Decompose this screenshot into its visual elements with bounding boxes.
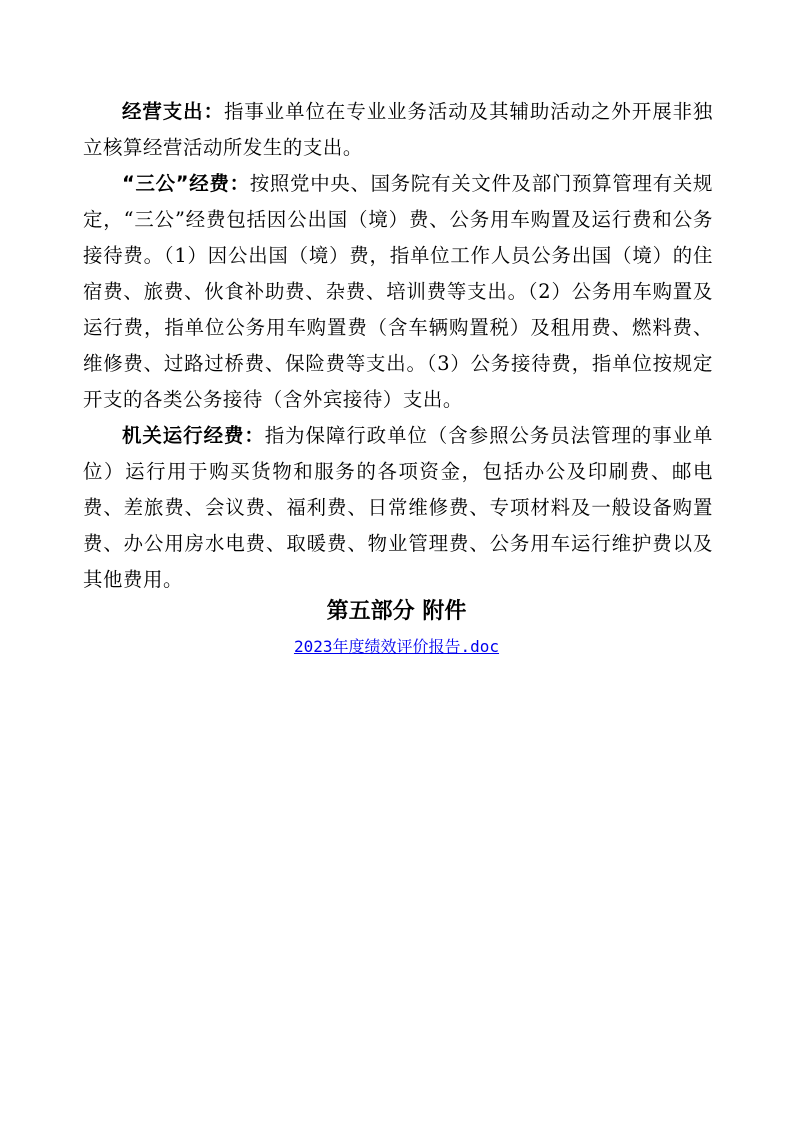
- definition-text: 按照党中央、国务院有关文件及部门预算管理有关规定，“三公”经费包括因公出国（境）费、公务用车购置及运行费和公务接待费。（1）因公出国（境）费，指单位工作人员公务出国（境）的住宿费、旅费、伙食补助费、杂费、培训费等支出。（2）公务用车购置及运行费，指单位公务用车购置费（含车辆购置税）及租用费、燃料费、维修费、过路过桥费、保险费等支出。（3）公务接待费，指单位按规定开支的各类公务接待（含外宾接待）支出。: [83, 172, 713, 411]
- definition-term: 经营支出：: [122, 100, 224, 123]
- definition-operating-expenses: [83, 94, 713, 166]
- definition-term: “三公”经费：: [122, 172, 250, 195]
- section-title: 第五部分 附件: [326, 599, 467, 624]
- attachment-link[interactable]: 2023年度绩效评价报告.doc: [293, 637, 500, 656]
- attachment-block: [0, 636, 793, 658]
- definition-text: 指事业单位在专业业务活动及其辅助活动之外开展非独立核算经营活动所发生的支出。: [83, 100, 713, 159]
- definition-term: 机关运行经费：: [122, 424, 265, 447]
- definition-text: 指为保障行政单位（含参照公务员法管理的事业单位）运行用于购买货物和服务的各项资金，包括办公及印刷费、邮电费、差旅费、会议费、福利费、日常维修费、专项材料及一般设备购置费、办公用房水电费、取暖费、物业管理费、公务用车运行维护费以及其他费用。: [83, 424, 714, 591]
- definitions-block: [83, 94, 713, 598]
- definition-three-public-expenses: [83, 166, 713, 418]
- definition-office-operating-expenses: [83, 418, 713, 598]
